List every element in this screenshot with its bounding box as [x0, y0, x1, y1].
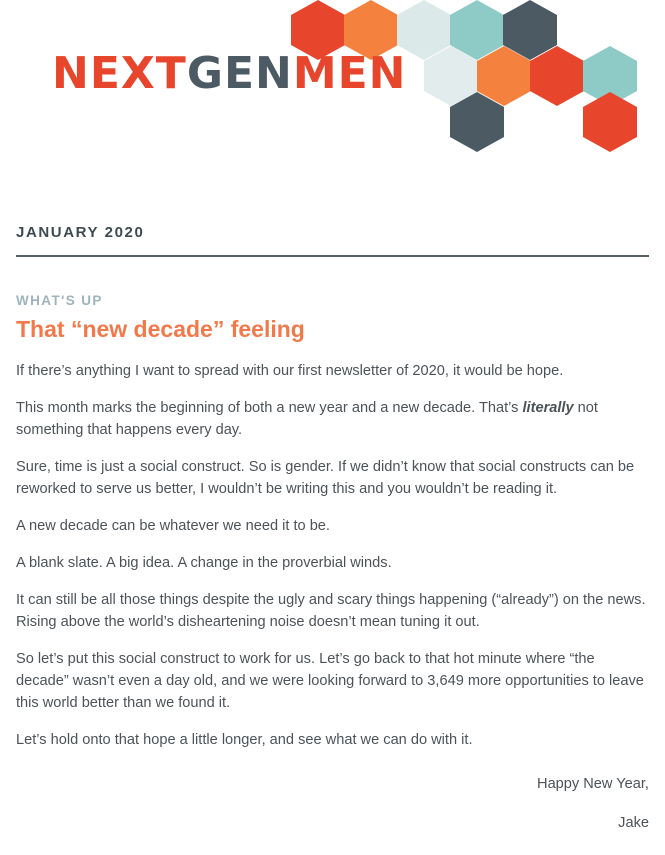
wordmark-gen: GEN	[186, 48, 293, 99]
article-paragraph: Sure, time is just a social construct. So is gender. If we didn’t know that social constructs can be reworked to serve us better, I wouldn’t be writing this and you wouldn’t be reading it.	[16, 459, 635, 497]
section-kicker: WHAT'S UP	[16, 293, 103, 308]
newsletter-body	[0, 224, 665, 834]
article-paragraph: A new decade can be whatever we need it to be.	[16, 518, 330, 534]
paragraph-text-before: This month marks the beginning of both a new year and a new decade. That’s	[16, 400, 523, 416]
header-divider	[16, 255, 649, 257]
article-paragraph: Let’s hold onto that hope a little longer, and see what we can do with it.	[16, 732, 473, 748]
paragraph-emphasis: literally	[522, 400, 574, 416]
article-paragraph: A blank slate. A big idea. A change in the proverbial winds.	[16, 555, 392, 571]
article-paragraph-emphasis	[16, 397, 649, 441]
wordmark-men: MEN	[292, 48, 407, 99]
article-paragraph: So let’s put this social construct to work for us. Let’s go back to that hot minute where “the decade” wasn’t even a day old, and we were looking forward to 3,649 more opportunities to leave this world better than we found it.	[16, 651, 644, 711]
signoff-greeting: Happy New Year,	[537, 776, 649, 792]
article-paragraph: It can still be all those things despite the ugly and scary things happening (“already”) on the news. Rising above the world’s disheartening noise doesn’t mean tuning it out.	[16, 592, 646, 630]
issue-date: JANUARY 2020	[16, 224, 145, 241]
article-paragraph: If there’s anything I want to spread with our first newsletter of 2020, it would be hope.	[16, 363, 564, 379]
paragraph-text-after: not something that happens every day.	[16, 400, 598, 438]
article-headline: That “new decade” feeling	[16, 316, 305, 342]
brand-logo	[0, 0, 665, 172]
signoff-name: Jake	[618, 815, 649, 831]
masthead-header	[0, 0, 665, 172]
article-signoff	[16, 773, 649, 834]
brand-wordmark	[52, 50, 407, 98]
wordmark-next: NEXT	[52, 48, 187, 99]
